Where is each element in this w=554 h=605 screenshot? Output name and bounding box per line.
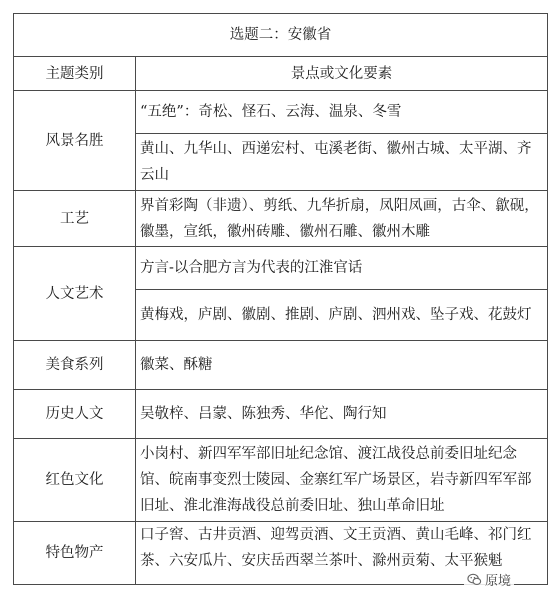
row-value: 小岗村、新四军军部旧址纪念馆、渡江战役总前委旧址纪念馆、皖南事变烈士陵园、金寨红军广场景区，岩寺新四军军部旧址、淮北淮海战役总前委旧址、独山革命旧址	[136, 439, 548, 522]
header-elements: 景点或文化要素	[136, 57, 548, 91]
watermark-text: 原境	[485, 574, 512, 589]
row-value: 界首彩陶（非遗）、剪纸、九华折扇，凤阳凤画，古伞、歙砚，徽墨，宣纸，徽州砖雕、徽州石雕、徽州木雕	[136, 191, 548, 247]
row-category: 历史人文	[14, 390, 136, 439]
table-title: 选题二：安徽省	[14, 14, 548, 57]
row-value: 黄山、九华山、西递宏村、屯溪老街、徽州古城、太平湖、齐云山	[136, 134, 548, 191]
culture-table	[13, 13, 548, 585]
watermark	[464, 570, 514, 589]
row-category: 人文艺术	[14, 247, 136, 341]
row-category: 特色物产	[14, 522, 136, 585]
table-row	[14, 439, 548, 522]
row-value: 吴敬梓、吕蒙、陈独秀、华佗、陶行知	[136, 390, 548, 439]
header-category: 主题类别	[14, 57, 136, 91]
table-header-row	[14, 57, 548, 91]
row-value: 徽菜、酥糖	[136, 341, 548, 390]
row-category: 风景名胜	[14, 91, 136, 191]
row-value: 方言-以合肥方言为代表的江淮官话	[136, 247, 548, 290]
table-row	[14, 247, 548, 290]
row-value: 口子窖、古井贡酒、迎驾贡酒、文王贡酒、黄山毛峰、祁门红茶、六安瓜片、安庆岳西翠兰茶叶、滁州贡菊、太平猴魁	[136, 522, 548, 585]
table-row	[14, 91, 548, 134]
wechat-icon	[467, 572, 482, 587]
row-category: 工艺	[14, 191, 136, 247]
row-category: 美食系列	[14, 341, 136, 390]
row-category: 红色文化	[14, 439, 136, 522]
table-row	[14, 390, 548, 439]
row-value: “五绝”：奇松、怪石、云海、温泉、冬雪	[136, 91, 548, 134]
row-value: 黄梅戏，庐剧、徽剧、推剧、庐剧、泗州戏、坠子戏、花鼓灯	[136, 290, 548, 341]
table-row	[14, 341, 548, 390]
table-title-row	[14, 14, 548, 57]
table-row	[14, 191, 548, 247]
